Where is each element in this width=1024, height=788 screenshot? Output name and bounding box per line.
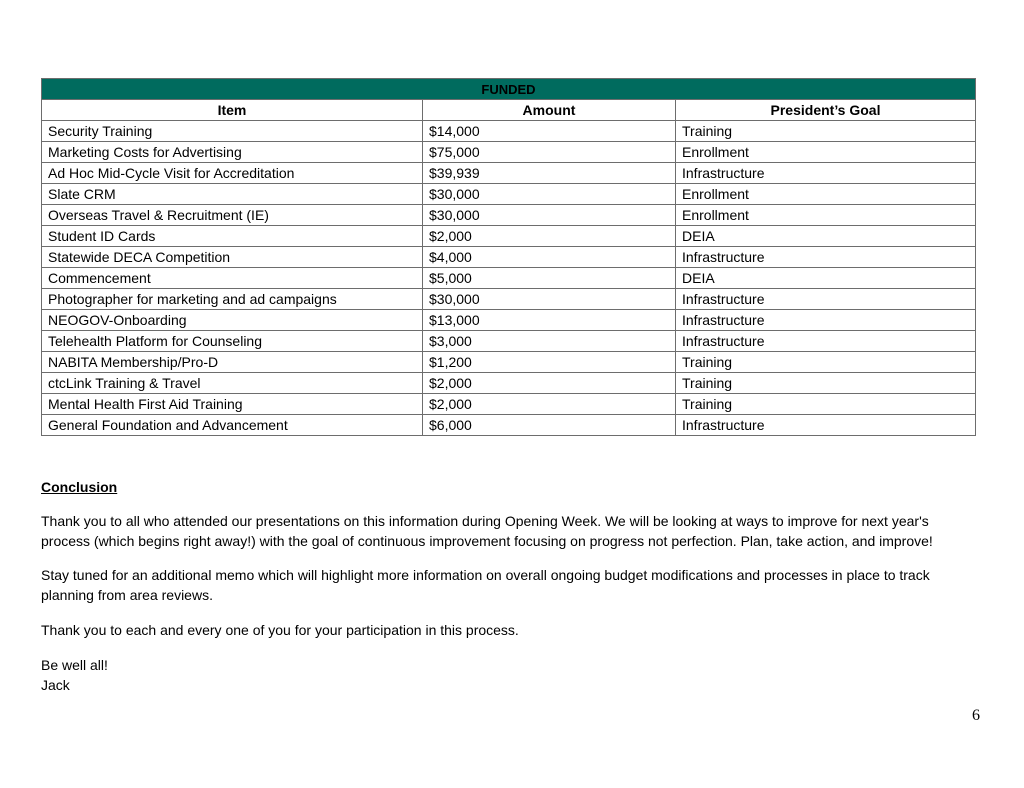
item-cell: Commencement (42, 268, 423, 289)
goal-cell: Infrastructure (676, 163, 976, 184)
paragraph-line: planning from area reviews. (41, 587, 213, 603)
table-row (42, 247, 976, 268)
item-cell: NABITA Membership/Pro-D (42, 352, 423, 373)
table-row (42, 226, 976, 247)
amount-cell: $2,000 (423, 226, 676, 247)
amount-cell: $2,000 (423, 394, 676, 415)
item-cell: NEOGOV-Onboarding (42, 310, 423, 331)
table-row (42, 121, 976, 142)
table-row (42, 331, 976, 352)
amount-cell: $1,200 (423, 352, 676, 373)
amount-cell: $13,000 (423, 310, 676, 331)
column-header-goal: President’s Goal (676, 100, 976, 121)
item-cell: Marketing Costs for Advertising (42, 142, 423, 163)
conclusion-paragraph-3: Thank you to each and every one of you for your participation in this process. (41, 622, 519, 638)
funded-table-body (42, 121, 976, 436)
goal-cell: Infrastructure (676, 415, 976, 436)
page-number: 6 (972, 707, 980, 724)
amount-cell: $3,000 (423, 331, 676, 352)
amount-cell: $2,000 (423, 373, 676, 394)
goal-cell: DEIA (676, 268, 976, 289)
goal-cell: Training (676, 121, 976, 142)
amount-cell: $30,000 (423, 205, 676, 226)
table-row (42, 142, 976, 163)
goal-cell: Infrastructure (676, 310, 976, 331)
paragraph-line: Stay tuned for an additional memo which will highlight more information on overall ongoing budget modifications and processes in place to track (41, 567, 930, 583)
item-cell: Photographer for marketing and ad campaigns (42, 289, 423, 310)
table-row (42, 184, 976, 205)
table-row (42, 310, 976, 331)
item-cell: Student ID Cards (42, 226, 423, 247)
column-header-amount: Amount (423, 100, 676, 121)
item-cell: Security Training (42, 121, 423, 142)
item-cell: Telehealth Platform for Counseling (42, 331, 423, 352)
amount-cell: $30,000 (423, 289, 676, 310)
goal-cell: Training (676, 352, 976, 373)
goal-cell: Training (676, 394, 976, 415)
goal-cell: DEIA (676, 226, 976, 247)
column-header-item: Item (42, 100, 423, 121)
table-row (42, 268, 976, 289)
funded-table (41, 78, 976, 436)
amount-cell: $30,000 (423, 184, 676, 205)
closing-block (41, 655, 981, 695)
item-cell: Statewide DECA Competition (42, 247, 423, 268)
item-cell: Slate CRM (42, 184, 423, 205)
table-row (42, 373, 976, 394)
amount-cell: $4,000 (423, 247, 676, 268)
paragraph-line: Thank you to all who attended our presentations on this information during Opening Week. We will be looking at ways to improve for next year's (41, 513, 929, 529)
item-cell: General Foundation and Advancement (42, 415, 423, 436)
goal-cell: Enrollment (676, 184, 976, 205)
goal-cell: Enrollment (676, 205, 976, 226)
table-row (42, 394, 976, 415)
table-row (42, 289, 976, 310)
table-row (42, 205, 976, 226)
goal-cell: Infrastructure (676, 289, 976, 310)
amount-cell: $75,000 (423, 142, 676, 163)
item-cell: ctcLink Training & Travel (42, 373, 423, 394)
table-row (42, 415, 976, 436)
table-row (42, 163, 976, 184)
table-row (42, 352, 976, 373)
column-header-row (42, 100, 976, 121)
amount-cell: $14,000 (423, 121, 676, 142)
conclusion-paragraph-1 (41, 511, 981, 551)
closing-line: Be well all! (41, 657, 108, 673)
item-cell: Ad Hoc Mid-Cycle Visit for Accreditation (42, 163, 423, 184)
goal-cell: Infrastructure (676, 331, 976, 352)
conclusion-paragraph-2 (41, 565, 981, 605)
paragraph-line: process (which begins right away!) with the goal of continuous improvement focusing on progress not perfection. Plan, take action, and improve! (41, 533, 933, 549)
goal-cell: Training (676, 373, 976, 394)
conclusion-heading: Conclusion (41, 479, 118, 495)
amount-cell: $6,000 (423, 415, 676, 436)
funded-banner: FUNDED (42, 79, 976, 100)
signature: Jack (41, 677, 70, 693)
item-cell: Mental Health First Aid Training (42, 394, 423, 415)
goal-cell: Enrollment (676, 142, 976, 163)
item-cell: Overseas Travel & Recruitment (IE) (42, 205, 423, 226)
amount-cell: $5,000 (423, 268, 676, 289)
amount-cell: $39,939 (423, 163, 676, 184)
goal-cell: Infrastructure (676, 247, 976, 268)
